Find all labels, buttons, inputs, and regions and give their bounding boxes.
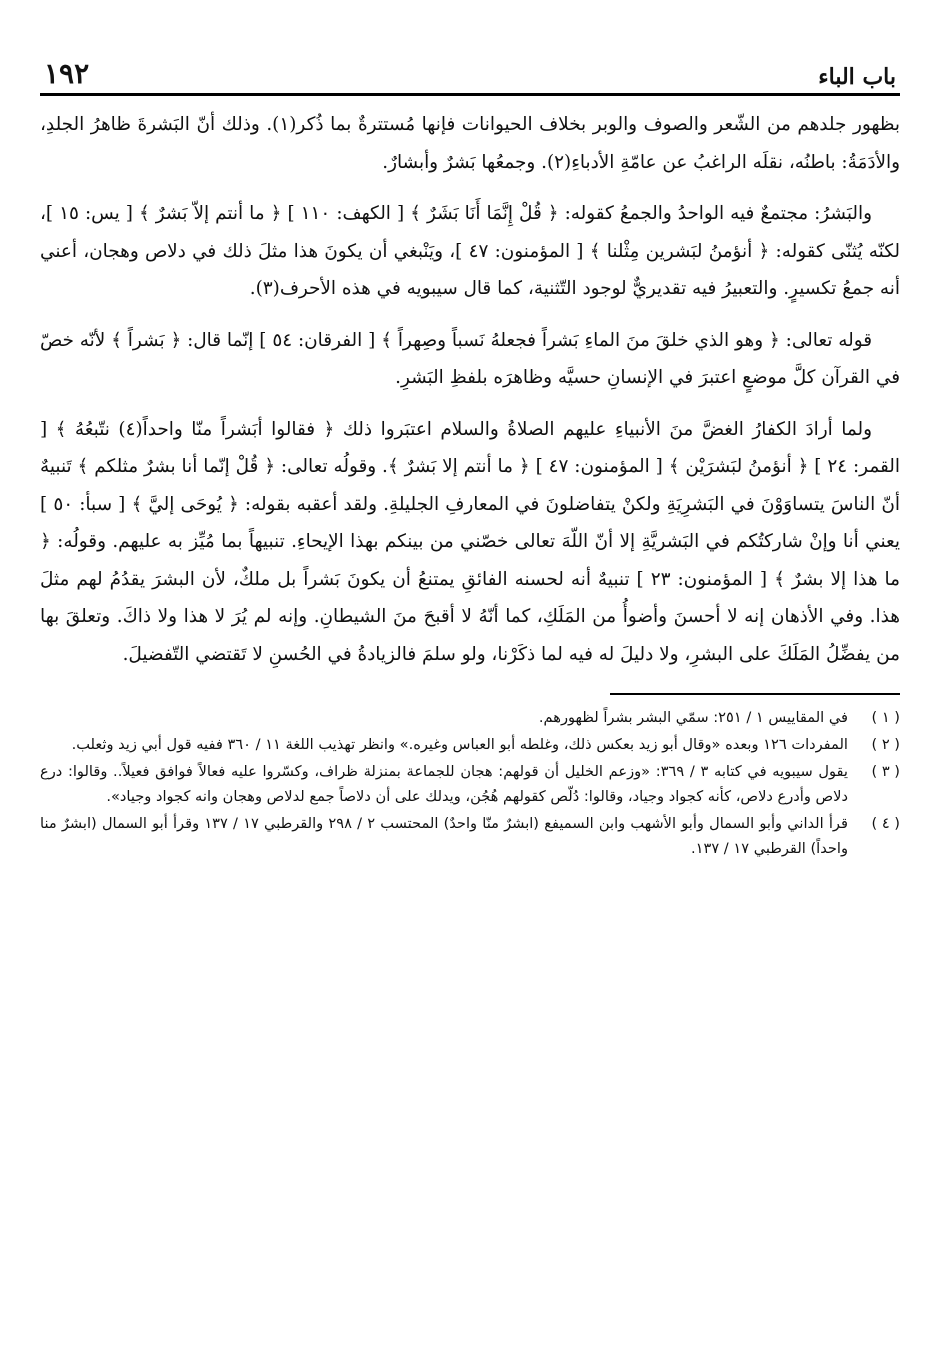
- chapter-title: باب الباء: [818, 64, 896, 90]
- footnote-text: المفردات ١٢٦ وبعده «وقال أبو زيد بعكس ذلك، وغلطه أبو العباس وغيره.» وانظر تهذيب اللغة ١١ / ٣٦٠ ففيه قول أبي زيد وثعلب.: [71, 736, 848, 753]
- footnote-number: ( ٣ ): [871, 763, 900, 780]
- paragraph: قوله تعالى: ﴿ وهو الذي خلقَ منَ الماءِ بَشراً فجعلهُ نَسباً وصِهراً ﴾ [ الفرقان: ٥٤ ] إنّما قال: ﴿ بَشراً ﴾ لأنّه خصّ في القرآن كلَّ موضعٍ اعتبرَ في الإنسانِ حسيَّه وظاهرَه بلفظِ البَشرِ.: [40, 329, 900, 388]
- paragraph: ولما أرادَ الكفارُ الغضَّ منَ الأنبياءِ عليهم الصلاةُ والسلام اعتبَروا ذلك ﴿ فقالوا أبَشراً منّا واحداً(٤) نتّبعُهُ ﴾ [ القمر: ٢٤ ] ﴿ أنؤمنُ لبَشرَيْن ﴾ [ المؤمنون: ٤٧ ] ﴿ ما أنتم إلا بَشرٌ ﴾. وقولُه تعالى: ﴿ قُلْ إنّما أنا بشرٌ مثلكم ﴾ تَنبيهٌ أنّ الناسَ يتساوَوْنَ في البَشرِيَةِ ولكنْ يتفاضلونَ في المعارفِ الجليلةِ. ولقد أعقبه بقوله: ﴿ يُوحَى إليَّ ﴾ [ سبأ: ٥٠ ] يعني أنا وإنْ شاركتُكم في البَشريَّةِ إلا أنّ اللّهَ تعالى خصّني من بينكم بهذا الإيحاءِ. تنبيهاً بما مُيِّز به عليهم. وقولُه: ﴿ ما هذا إلا بشرٌ ﴾ [ المؤمنون: ٢٣ ] تنبيهٌ أنه لحسنه الفائقِ يمتنعُ أن يكونَ بَشراً بل ملكٌ، لأن البشرَ يقدُمُ لهم مثلَ هذا. وفي الأذهان إنه لا أحسنَ وأضوأُ من المَلَكِ، كما أنّهُ لا أقبحَ منَ الشيطانِ. وإنه لم يُرَ لا هذا ولا ذاكَ. وتعلقَ بها من يفضِّلُ المَلَكَ على البشرِ، ولا دليلَ له فيه لما ذكَرْنا، ولو سلمَ فالزيادةُ في الحُسنِ لا تَقتضي التّفضيلَ.: [40, 418, 900, 665]
- footnotes: [40, 705, 900, 861]
- footnote-text: قرأ الداني وأبو السمال وأبو الأشهب وابن السميفع (ابشرٌ منّا واحدٌ) المحتسب ٢ / ٢٩٨ والقرطبي ١٧ / ١٣٧ وقرأ أبو السمال (ابشرٌ منا واحداً) القرطبي ١٧ / ١٣٧.: [40, 815, 848, 857]
- footnote: [40, 759, 900, 809]
- paragraph: والبَشرُ: مجتمعٌ فيه الواحدُ والجمعُ كقوله: ﴿ قُلْ إِنَّمَا أَنَا بَشَرٌ ﴾ [ الكهف: ١١٠ ] ﴿ ما أنتم إلاّ بَشرٌ ﴾ [ يس: ١٥ ]، لكنّه يُثنّى كقوله: ﴿ أنؤمنُ لبَشرين مِثْلنا ﴾ [ المؤمنون: ٤٧ ]، ويَنْبغي أن يكونَ هذا مثلَ ذلك في دلاص وهجان، أعني أنه جمعُ تكسيرٍ. والتعبيرُ فيه تقديريٌّ لوجود التّثنية، كما قال سيبويه في هذه الأحرف(٣).: [40, 203, 900, 299]
- page-number: ١٩٢: [44, 57, 90, 90]
- paragraph: بظهور جلدهم من الشّعر والصوف والوبر بخلاف الحيوانات فإنها مُستترةٌ بما ذُكر(١). وذلك أنّ البَشرةَ ظاهرُ الجلدِ، والأدَمَةُ: باطنُه، نقلَه الراغبُ عن عامّةِ الأدباءِ(٢). وجمعُها بَشرٌ وأبشارٌ.: [40, 114, 901, 173]
- footnote: [40, 705, 900, 730]
- footnote-separator: [610, 693, 900, 695]
- book-page: [40, 50, 900, 1330]
- footnote-number: ( ١ ): [871, 709, 900, 726]
- main-text: [40, 106, 900, 673]
- footnote-text: في المقاييس ١ / ٢٥١: سمّي البشر بشراً لظهورهم.: [538, 709, 848, 726]
- footnote-text: يقول سيبويه في كتابه ٣ / ٣٦٩: «وزعم الخليل أن قولهم: هجان للجماعة بمنزلة ظراف، وكسّروا عليه فعالاً فوافق فعيلاً.. وقالوا: درع دلاص وأدرع دلاص، كأنه كجواد وجياد، وقالوا: دُلّص كقولهم هُجُن، ويدلك على أن دلاصاً جمع لدلاص وهجان وانه كجواد وجياد».: [40, 763, 848, 805]
- page-header: [40, 50, 900, 96]
- footnote: [40, 811, 900, 861]
- footnote: [40, 732, 900, 757]
- footnote-number: ( ٤ ): [871, 815, 900, 832]
- footnote-number: ( ٢ ): [871, 736, 900, 753]
